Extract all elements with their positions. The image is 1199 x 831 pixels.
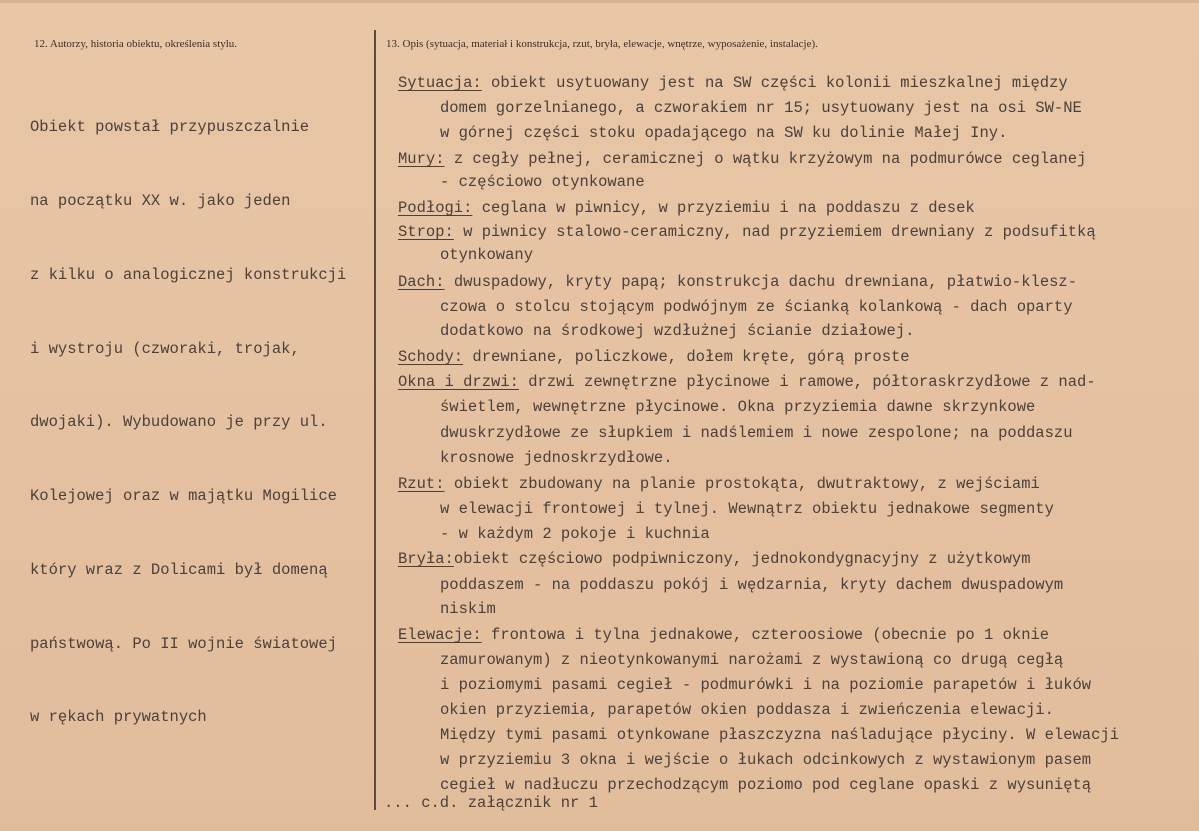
body-line: i wystroju (czworaki, trojak, — [30, 339, 300, 358]
description-line — [398, 223, 1096, 241]
entry-text: obiekt usytuowany jest na SW części kolonii mieszkalnej między — [481, 74, 1068, 92]
description-line — [398, 550, 1031, 568]
description-line — [440, 99, 1082, 117]
entry-text: obiekt zbudowany na planie prostokąta, dwutraktowy, z wejściami — [444, 475, 1040, 493]
body-line: który wraz z Dolicami był domeną — [30, 560, 328, 579]
entry-text: w przyziemiu 3 okna i wejście o łukach odcinkowych z wystawionym pasem — [440, 751, 1092, 769]
description-line — [440, 173, 645, 191]
description-line — [398, 199, 975, 217]
description-line — [398, 373, 1096, 391]
description-line — [440, 424, 1073, 442]
description-line — [398, 273, 1077, 291]
entry-label: Sytuacja: — [398, 74, 482, 92]
description-line — [398, 74, 1068, 92]
entry-text: czowa o stolcu stojącym podwójnym ze ścianką kolankową - dach oparty — [440, 298, 1073, 316]
entry-text: krosnowe jednoskrzydłowe. — [440, 449, 673, 467]
description-line — [440, 525, 710, 543]
entry-text: dwuspadowy, kryty papą; konstrukcja dachu drewniana, płatwio-klesz- — [444, 273, 1078, 291]
entry-text: zamurowanym) z nieotynkowanymi narożami z wystawioną co drugą cegłą — [440, 651, 1064, 669]
description-line — [440, 776, 1091, 794]
section-13-header: 13. Opis (sytuacja, materiał i konstrukcja, rzut, bryła, elewacje, wnętrze, wyposażenie, instalacje). — [386, 38, 818, 50]
entry-text: - w każdym 2 pokoje i kuchnia — [440, 525, 710, 543]
entry-label: Schody: — [398, 348, 464, 366]
description-line — [398, 475, 1040, 493]
entry-label: Okna i drzwi: — [398, 373, 519, 391]
body-line: państwową. Po II wojnie światowej — [30, 634, 337, 653]
entry-text: - częściowo otynkowane — [440, 173, 645, 191]
entry-label: Bryła: — [398, 550, 454, 568]
entry-label: Mury: — [398, 150, 445, 168]
entry-text: Między tymi pasami otynkowane płaszczyzna naśladujące płyciny. W elewacji — [440, 726, 1120, 744]
entry-label: Strop: — [398, 223, 454, 241]
entry-text: frontowa i tylna jednakowe, czteroosiowe (obecnie po 1 oknie — [481, 626, 1050, 644]
entry-text: drewniane, policzkowe, dołem kręte, górą proste — [463, 348, 910, 366]
entry-label: Elewacje: — [398, 626, 482, 644]
entry-text: dwuskrzydłowe ze słupkiem i nadślemiem i nowe zespolone; na poddaszu — [440, 424, 1073, 442]
description-line — [440, 751, 1091, 769]
description-line — [440, 500, 1054, 518]
description-line — [440, 398, 1035, 416]
entry-text: i poziomymi pasami cegieł - podmurówki i na poziomie parapetów i łuków — [440, 676, 1092, 694]
description-line — [440, 124, 1007, 142]
entry-text: w elewacji frontowej i tylnej. Wewnątrz obiektu jednakowe segmenty — [440, 500, 1054, 518]
entry-text: okien przyziemia, parapetów okien poddasza i zwieńczenia elewacji. — [440, 701, 1054, 719]
description-line — [440, 576, 1063, 594]
description-line — [440, 726, 1119, 744]
entry-text: z cegły pełnej, ceramicznej o wątku krzyżowym na podmurówce ceglanej — [444, 150, 1087, 168]
entry-text: w piwnicy stalowo-ceramiczny, nad przyziemiem drewniany z podsufitką — [453, 223, 1096, 241]
body-line: dwojaki). Wybudowano je przy ul. — [30, 413, 328, 432]
entry-text: cegieł w nadłuczu przechodzącym poziomo pod ceglane opaski z wysuniętą — [440, 776, 1092, 794]
body-line: Kolejowej oraz w majątku Mogilice — [30, 487, 337, 506]
paper-top-edge — [0, 0, 1199, 3]
entry-text: ceglana w piwnicy, w przyziemiu i na poddaszu z desek — [472, 199, 975, 217]
description-line — [398, 626, 1049, 644]
body-line: w rękach prywatnych — [30, 708, 207, 727]
description-line — [440, 600, 496, 618]
description-line — [440, 246, 533, 264]
section-12-header: 12. Autorzy, historia obiektu, określenia stylu. — [34, 38, 238, 50]
entry-text: dodatkowo na środkowej wzdłużnej ścianie działowej. — [440, 322, 915, 340]
section-12-body — [30, 66, 370, 755]
entry-text: niskim — [440, 600, 496, 618]
body-line: z kilku o analogicznej konstrukcji — [30, 265, 347, 284]
description-line — [440, 298, 1073, 316]
entry-label: Podłogi: — [398, 199, 473, 217]
description-line — [440, 651, 1063, 669]
column-divider — [374, 30, 376, 810]
entry-text: w górnej części stoku opadającego na SW ku dolinie Małej Iny. — [440, 124, 1008, 142]
description-line — [398, 150, 1086, 168]
continuation-note: ... c.d. załącznik nr 1 — [384, 794, 598, 812]
body-line: Obiekt powstał przypuszczalnie — [30, 118, 310, 137]
entry-text: obiekt częściowo podpiwniczony, jednokondygnacyjny z użytkowym — [453, 550, 1031, 568]
entry-label: Rzut: — [398, 475, 445, 493]
entry-text: otynkowany — [440, 246, 534, 264]
description-line — [440, 676, 1091, 694]
entry-label: Dach: — [398, 273, 445, 291]
entry-text: świetlem, wewnętrzne płycinowe. Okna przyziemia dawne skrzynkowe — [440, 398, 1036, 416]
entry-text: drzwi zewnętrzne płycinowe i ramowe, półtoraskrzydłowe z nad- — [518, 373, 1096, 391]
description-line — [440, 701, 1054, 719]
description-line — [440, 449, 673, 467]
body-line: na początku XX w. jako jeden — [30, 191, 291, 210]
description-line — [440, 322, 914, 340]
entry-text: poddaszem - na poddaszu pokój i wędzarnia, kryty dachem dwuspadowym — [440, 576, 1064, 594]
description-line — [398, 348, 910, 366]
entry-text: domem gorzelnianego, a czworakiem nr 15; usytuowany jest na osi SW-NE — [440, 99, 1082, 117]
